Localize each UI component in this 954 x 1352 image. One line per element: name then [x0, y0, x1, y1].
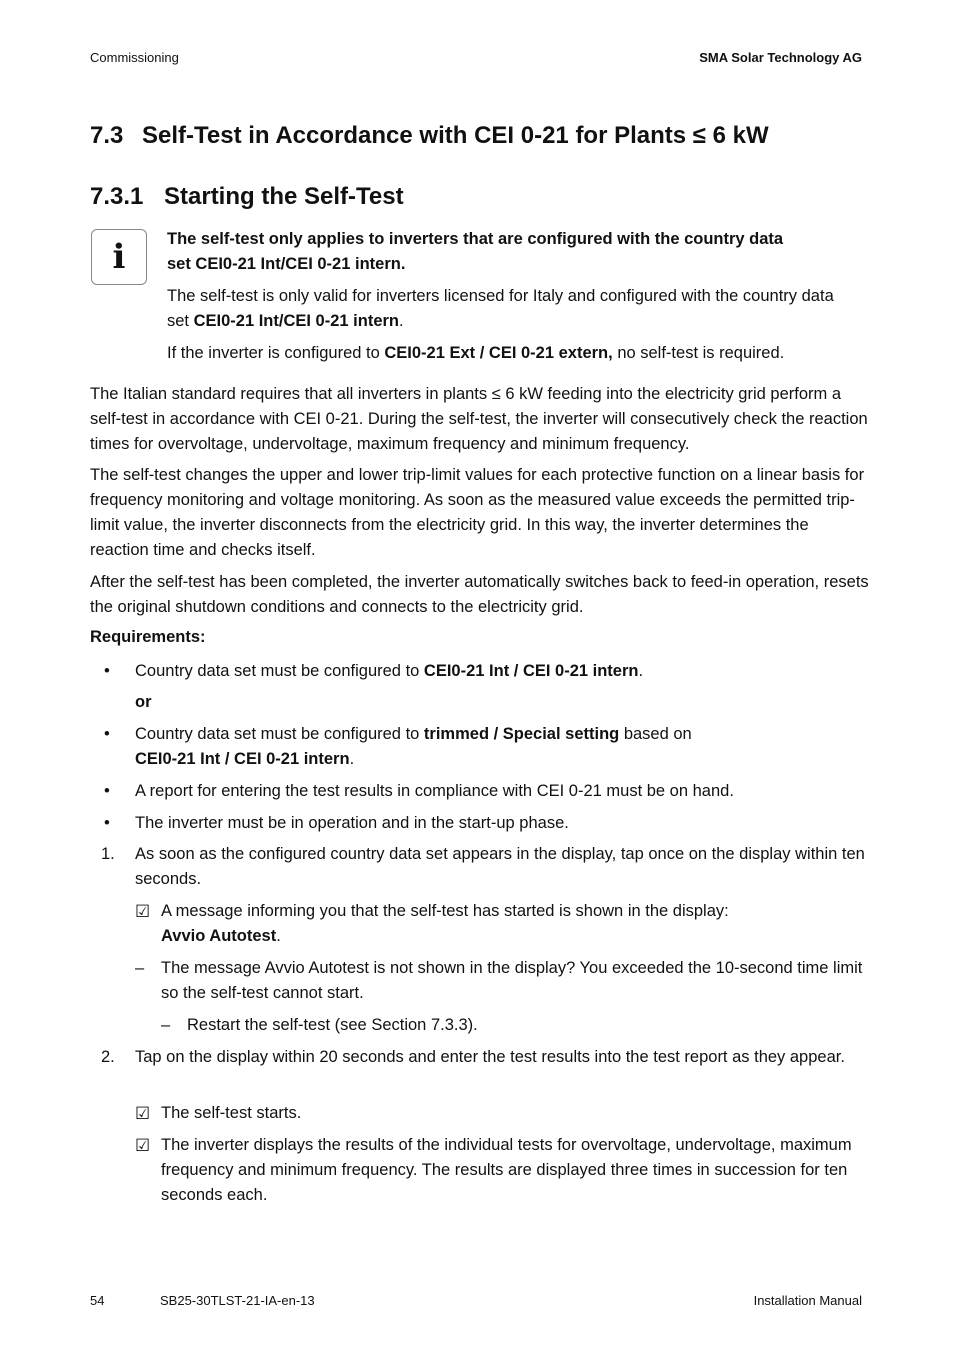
checkbox-icon: ☑ [135, 902, 151, 921]
step-2-number: 2. [101, 1048, 115, 1066]
bullet-marker: • [104, 662, 110, 680]
bullet-marker: • [104, 782, 110, 800]
note-line-3: If the inverter is configured to CEI0-21 Ext / CEI 0-21 extern, no self-test is required. [167, 344, 785, 362]
checkbox-icon: ☑ [135, 1136, 151, 1155]
note-headline-2: set CEI0-21 Int/CEI 0-21 intern. [167, 255, 406, 273]
step-1-result: A message informing you that the self-test has started is shown in the display: Avvio Autotest. [161, 902, 729, 945]
requirement-2: Country data set must be configured to trimmed / Special setting based on CEI0-21 Int / CEI 0-21 intern. [135, 725, 692, 768]
section-title: Self-Test in Accordance with CEI 0-21 for Plants ≤ 6 kW [142, 122, 769, 149]
subsection-heading [90, 183, 404, 211]
step-1-error: The message Avvio Autotest is not shown in the display? You exceeded the 10-second time limit so the self-test cannot start. [161, 959, 863, 1002]
section-heading [90, 122, 769, 150]
body-paragraph-1: The Italian standard requires that all inverters in plants ≤ 6 kW feeding into the electricity grid perform a self-test in accordance with CEI 0-21. During the self-test, the inverter will consecutively check the reaction times for overvoltage, undervoltage, maximum frequency and minimum frequency. [90, 385, 868, 453]
running-header-left: Commissioning [90, 50, 179, 65]
bullet-marker: • [104, 814, 110, 832]
requirement-3: A report for entering the test results in compliance with CEI 0-21 must be on hand. [135, 782, 734, 800]
info-icon: i [91, 229, 147, 285]
requirement-1: Country data set must be configured to CEI0-21 Int / CEI 0-21 intern. [135, 662, 644, 680]
requirement-or: or [135, 693, 152, 711]
step-2-text: Tap on the display within 20 seconds and enter the test results into the test report as they appear. [135, 1048, 845, 1066]
bullet-marker: • [104, 725, 110, 743]
requirements-heading: Requirements: [90, 628, 206, 646]
step-1-fix: Restart the self-test (see Section 7.3.3). [187, 1016, 478, 1034]
subsection-number: 7.3.1 [90, 183, 144, 210]
document-title: Installation Manual [753, 1293, 862, 1308]
page-number: 54 [90, 1293, 105, 1308]
note-line-1: The self-test is only valid for inverters licensed for Italy and configured with the country data [167, 287, 834, 305]
body-paragraph-3: After the self-test has been completed, the inverter automatically switches back to feed-in operation, resets the original shutdown conditions and connects to the electricity grid. [90, 573, 869, 616]
step-1-text: As soon as the configured country data set appears in the display, tap once on the display within ten seconds. [135, 845, 865, 888]
document-code: SB25-30TLST-21-IA-en-13 [160, 1293, 315, 1308]
body-paragraph-2: The self-test changes the upper and lower trip-limit values for each protective function on a linear basis for frequency monitoring and voltage monitoring. As soon as the measured value exceeds the permitted trip-limit value, the inverter disconnects from the electricity grid. In this way, the inverter determines the reaction time and checks itself. [90, 466, 865, 559]
dash-marker: – [161, 1016, 171, 1034]
note-headline-1: The self-test only applies to inverters that are configured with the country data [167, 230, 784, 248]
section-number: 7.3 [90, 122, 124, 149]
step-2-result-1: The self-test starts. [161, 1104, 302, 1122]
running-header-right: SMA Solar Technology AG [699, 50, 862, 65]
dash-marker: – [135, 959, 145, 977]
subsection-title: Starting the Self-Test [164, 183, 404, 210]
step-2-result-2: The inverter displays the results of the individual tests for overvoltage, undervoltage, maximum frequency and minimum frequency. The results are displayed three times in succession for ten seconds each. [161, 1136, 852, 1204]
requirement-4: The inverter must be in operation and in the start-up phase. [135, 814, 569, 832]
note-line-2: set CEI0-21 Int/CEI 0-21 intern. [167, 312, 404, 330]
step-1-number: 1. [101, 845, 115, 863]
checkbox-icon: ☑ [135, 1104, 151, 1123]
